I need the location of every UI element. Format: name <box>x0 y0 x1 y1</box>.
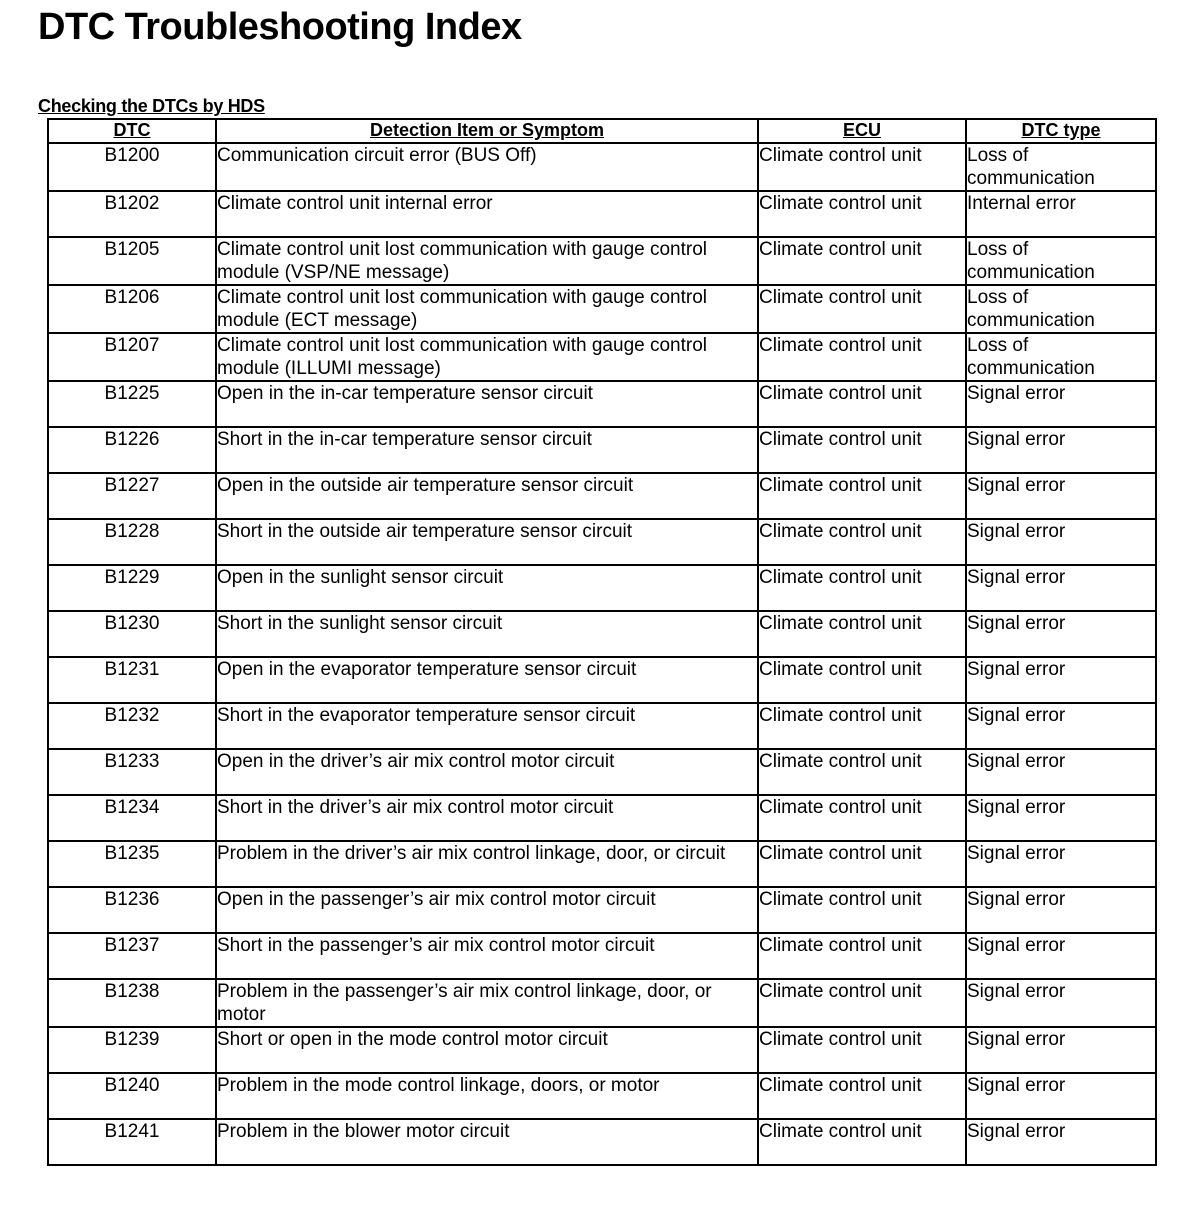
dtc-code-cell <box>48 333 216 381</box>
dtc-type-text-cell <box>966 795 1156 841</box>
ecu-text: Climate control unit <box>759 981 922 1002</box>
dtc-code-cell <box>48 657 216 703</box>
dtc-type-text: Signal error <box>967 659 1066 680</box>
ecu-text-cell <box>758 703 966 749</box>
dtc-code-cell <box>48 381 216 427</box>
ecu-text: Climate control unit <box>759 193 922 214</box>
ecu-text-cell <box>758 1027 966 1073</box>
ecu-text-cell <box>758 519 966 565</box>
dtc-code-cell <box>48 979 216 1027</box>
dtc-type-text: Internal error <box>967 193 1076 214</box>
symptom-text: Open in the sunlight sensor circuit <box>217 567 504 588</box>
dtc-code: B1235 <box>104 843 160 864</box>
ecu-text: Climate control unit <box>759 613 922 634</box>
table-row <box>48 611 1156 657</box>
symptom-text: Climate control unit internal error <box>217 193 493 214</box>
symptom-text: Problem in the mode control linkage, doors, or motor <box>217 1075 660 1096</box>
dtc-type-text-cell <box>966 933 1156 979</box>
dtc-code-cell <box>48 795 216 841</box>
dtc-code-cell <box>48 887 216 933</box>
table-header <box>48 119 1156 143</box>
ecu-text-cell <box>758 565 966 611</box>
ecu-text-cell <box>758 887 966 933</box>
symptom-text: Climate control unit lost communication with gauge control module (ECT message) <box>217 287 708 331</box>
dtc-type-text-cell <box>966 143 1156 191</box>
ecu-text: Climate control unit <box>759 287 922 308</box>
ecu-text-cell <box>758 1119 966 1165</box>
dtc-code-cell <box>48 565 216 611</box>
dtc-type-text-cell <box>966 979 1156 1027</box>
symptom-text-cell <box>216 191 758 237</box>
ecu-text: Climate control unit <box>759 429 922 450</box>
dtc-type-text-cell <box>966 473 1156 519</box>
dtc-code-cell <box>48 237 216 285</box>
table-row <box>48 1073 1156 1119</box>
dtc-type-text-cell <box>966 237 1156 285</box>
dtc-type-text: Loss of communication <box>967 145 1095 189</box>
ecu-text-cell <box>758 237 966 285</box>
ecu-text: Climate control unit <box>759 659 922 680</box>
ecu-text: Climate control unit <box>759 1075 922 1096</box>
section-title: Checking the DTCs by HDS <box>38 96 265 116</box>
symptom-text: Short in the driver’s air mix control motor circuit <box>217 797 614 818</box>
table-row <box>48 887 1156 933</box>
dtc-type-text: Signal error <box>967 751 1066 772</box>
dtc-type-text-cell <box>966 427 1156 473</box>
ecu-text-cell <box>758 933 966 979</box>
dtc-type-text-cell <box>966 703 1156 749</box>
dtc-code-cell <box>48 427 216 473</box>
dtc-code: B1225 <box>104 383 160 404</box>
table-row <box>48 749 1156 795</box>
ecu-text-cell <box>758 979 966 1027</box>
header-row <box>48 119 1156 143</box>
ecu-text: Climate control unit <box>759 889 922 910</box>
dtc-code-cell <box>48 749 216 795</box>
table-row <box>48 285 1156 333</box>
dtc-code-cell <box>48 611 216 657</box>
ecu-text: Climate control unit <box>759 797 922 818</box>
symptom-text: Open in the driver’s air mix control motor circuit <box>217 751 615 772</box>
dtc-code: B1207 <box>104 335 160 356</box>
dtc-type-text-cell <box>966 749 1156 795</box>
dtc-type-text-cell <box>966 1027 1156 1073</box>
symptom-text: Climate control unit lost communication with gauge control module (VSP/NE message) <box>217 239 708 283</box>
symptom-text-cell <box>216 1027 758 1073</box>
dtc-type-text-cell <box>966 519 1156 565</box>
symptom-text-cell <box>216 841 758 887</box>
ecu-text-cell <box>758 749 966 795</box>
dtc-code-cell <box>48 519 216 565</box>
ecu-text-cell <box>758 143 966 191</box>
symptom-text-cell <box>216 143 758 191</box>
dtc-type-text-cell <box>966 841 1156 887</box>
table-row <box>48 933 1156 979</box>
symptom-text: Problem in the blower motor circuit <box>217 1121 510 1142</box>
dtc-type-text: Loss of communication <box>967 239 1095 283</box>
ecu-text: Climate control unit <box>759 935 922 956</box>
ecu-text-cell <box>758 841 966 887</box>
dtc-type-text-cell <box>966 191 1156 237</box>
dtc-type-text: Signal error <box>967 613 1066 634</box>
dtc-code: B1237 <box>104 935 160 956</box>
dtc-code-cell <box>48 191 216 237</box>
symptom-text: Problem in the passenger’s air mix control linkage, door, or motor <box>217 981 712 1025</box>
dtc-code-cell <box>48 285 216 333</box>
dtc-code-cell <box>48 1027 216 1073</box>
dtc-code: B1227 <box>104 475 160 496</box>
ecu-text: Climate control unit <box>759 705 922 726</box>
dtc-type-text: Signal error <box>967 981 1066 1002</box>
table-row <box>48 143 1156 191</box>
ecu-text: Climate control unit <box>759 145 922 166</box>
ecu-text-cell <box>758 795 966 841</box>
dtc-code-cell <box>48 1119 216 1165</box>
dtc-code-cell <box>48 841 216 887</box>
dtc-code: B1234 <box>104 797 160 818</box>
symptom-text-cell <box>216 519 758 565</box>
ecu-text-cell <box>758 611 966 657</box>
dtc-code: B1229 <box>104 567 160 588</box>
dtc-type-text-cell <box>966 565 1156 611</box>
symptom-text-cell <box>216 285 758 333</box>
table-row <box>48 333 1156 381</box>
dtc-type-text: Loss of communication <box>967 287 1095 331</box>
dtc-code: B1233 <box>104 751 160 772</box>
symptom-text: Short in the passenger’s air mix control motor circuit <box>217 935 655 956</box>
dtc-type-text-cell <box>966 285 1156 333</box>
dtc-code: B1205 <box>104 239 160 260</box>
header-dtc-type: DTC type <box>966 119 1156 143</box>
dtc-type-text-cell <box>966 1073 1156 1119</box>
dtc-code: B1241 <box>104 1121 160 1142</box>
ecu-text-cell <box>758 657 966 703</box>
symptom-text-cell <box>216 703 758 749</box>
header-ecu: ECU <box>758 119 966 143</box>
ecu-text-cell <box>758 333 966 381</box>
dtc-type-text-cell <box>966 1119 1156 1165</box>
dtc-type-text-cell <box>966 887 1156 933</box>
page-title: DTC Troubleshooting Index <box>38 6 522 48</box>
dtc-type-text: Signal error <box>967 889 1066 910</box>
ecu-text: Climate control unit <box>759 475 922 496</box>
dtc-code: B1226 <box>104 429 160 450</box>
dtc-type-text: Signal error <box>967 797 1066 818</box>
symptom-text-cell <box>216 887 758 933</box>
symptom-text-cell <box>216 795 758 841</box>
symptom-text-cell <box>216 749 758 795</box>
dtc-code: B1239 <box>104 1029 160 1050</box>
table-row <box>48 381 1156 427</box>
ecu-text: Climate control unit <box>759 843 922 864</box>
dtc-type-text-cell <box>966 657 1156 703</box>
dtc-code-cell <box>48 143 216 191</box>
symptom-text-cell <box>216 565 758 611</box>
dtc-type-text-cell <box>966 381 1156 427</box>
symptom-text: Short in the sunlight sensor circuit <box>217 613 503 634</box>
dtc-code: B1231 <box>104 659 160 680</box>
dtc-code: B1230 <box>104 613 160 634</box>
ecu-text-cell <box>758 473 966 519</box>
header-dtc: DTC <box>48 119 216 143</box>
dtc-code: B1238 <box>104 981 160 1002</box>
dtc-code: B1236 <box>104 889 160 910</box>
dtc-code-cell <box>48 703 216 749</box>
ecu-text: Climate control unit <box>759 239 922 260</box>
dtc-code: B1240 <box>104 1075 160 1096</box>
symptom-text-cell <box>216 1119 758 1165</box>
dtc-type-text: Signal error <box>967 1121 1066 1142</box>
ecu-text: Climate control unit <box>759 567 922 588</box>
symptom-text-cell <box>216 611 758 657</box>
dtc-type-text: Signal error <box>967 475 1066 496</box>
table-row <box>48 795 1156 841</box>
symptom-text: Short in the outside air temperature sensor circuit <box>217 521 633 542</box>
dtc-table <box>47 118 1157 1166</box>
dtc-code: B1202 <box>104 193 160 214</box>
dtc-code: B1232 <box>104 705 160 726</box>
ecu-text: Climate control unit <box>759 1121 922 1142</box>
dtc-type-text: Signal error <box>967 383 1066 404</box>
ecu-text: Climate control unit <box>759 521 922 542</box>
dtc-type-text: Signal error <box>967 521 1066 542</box>
symptom-text: Short in the in-car temperature sensor circuit <box>217 429 592 450</box>
symptom-text-cell <box>216 933 758 979</box>
header-symptom: Detection Item or Symptom <box>216 119 758 143</box>
dtc-code: B1200 <box>104 145 160 166</box>
dtc-type-text-cell <box>966 611 1156 657</box>
symptom-text-cell <box>216 427 758 473</box>
table-row <box>48 979 1156 1027</box>
ecu-text: Climate control unit <box>759 751 922 772</box>
dtc-code-cell <box>48 473 216 519</box>
symptom-text-cell <box>216 381 758 427</box>
table-row <box>48 1027 1156 1073</box>
symptom-text-cell <box>216 657 758 703</box>
symptom-text: Open in the in-car temperature sensor circuit <box>217 383 593 404</box>
symptom-text: Open in the evaporator temperature sensor circuit <box>217 659 637 680</box>
symptom-text: Climate control unit lost communication with gauge control module (ILLUMI message) <box>217 335 708 379</box>
dtc-code-cell <box>48 1073 216 1119</box>
table-row <box>48 519 1156 565</box>
table-row <box>48 703 1156 749</box>
dtc-type-text: Signal error <box>967 1075 1066 1096</box>
symptom-text: Open in the outside air temperature sensor circuit <box>217 475 634 496</box>
table-row <box>48 237 1156 285</box>
ecu-text-cell <box>758 427 966 473</box>
ecu-text-cell <box>758 1073 966 1119</box>
dtc-type-text-cell <box>966 333 1156 381</box>
dtc-type-text: Signal error <box>967 429 1066 450</box>
symptom-text: Short or open in the mode control motor circuit <box>217 1029 608 1050</box>
symptom-text: Communication circuit error (BUS Off) <box>217 145 537 166</box>
dtc-type-text: Loss of communication <box>967 335 1095 379</box>
ecu-text-cell <box>758 285 966 333</box>
table-row <box>48 191 1156 237</box>
dtc-type-text: Signal error <box>967 843 1066 864</box>
symptom-text: Open in the passenger’s air mix control motor circuit <box>217 889 656 910</box>
symptom-text-cell <box>216 473 758 519</box>
symptom-text-cell <box>216 1073 758 1119</box>
table-row <box>48 473 1156 519</box>
dtc-code: B1206 <box>104 287 160 308</box>
dtc-code-cell <box>48 933 216 979</box>
table-row <box>48 427 1156 473</box>
table-row <box>48 657 1156 703</box>
ecu-text-cell <box>758 191 966 237</box>
table-row <box>48 1119 1156 1165</box>
dtc-type-text: Signal error <box>967 705 1066 726</box>
ecu-text: Climate control unit <box>759 335 922 356</box>
symptom-text-cell <box>216 237 758 285</box>
symptom-text-cell <box>216 979 758 1027</box>
ecu-text: Climate control unit <box>759 383 922 404</box>
table-body <box>48 143 1156 1165</box>
dtc-type-text: Signal error <box>967 567 1066 588</box>
dtc-type-text: Signal error <box>967 935 1066 956</box>
table-row <box>48 565 1156 611</box>
symptom-text: Problem in the driver’s air mix control linkage, door, or circuit <box>217 843 726 864</box>
dtc-type-text: Signal error <box>967 1029 1066 1050</box>
ecu-text: Climate control unit <box>759 1029 922 1050</box>
dtc-code: B1228 <box>104 521 160 542</box>
symptom-text: Short in the evaporator temperature sensor circuit <box>217 705 636 726</box>
symptom-text-cell <box>216 333 758 381</box>
table-row <box>48 841 1156 887</box>
ecu-text-cell <box>758 381 966 427</box>
